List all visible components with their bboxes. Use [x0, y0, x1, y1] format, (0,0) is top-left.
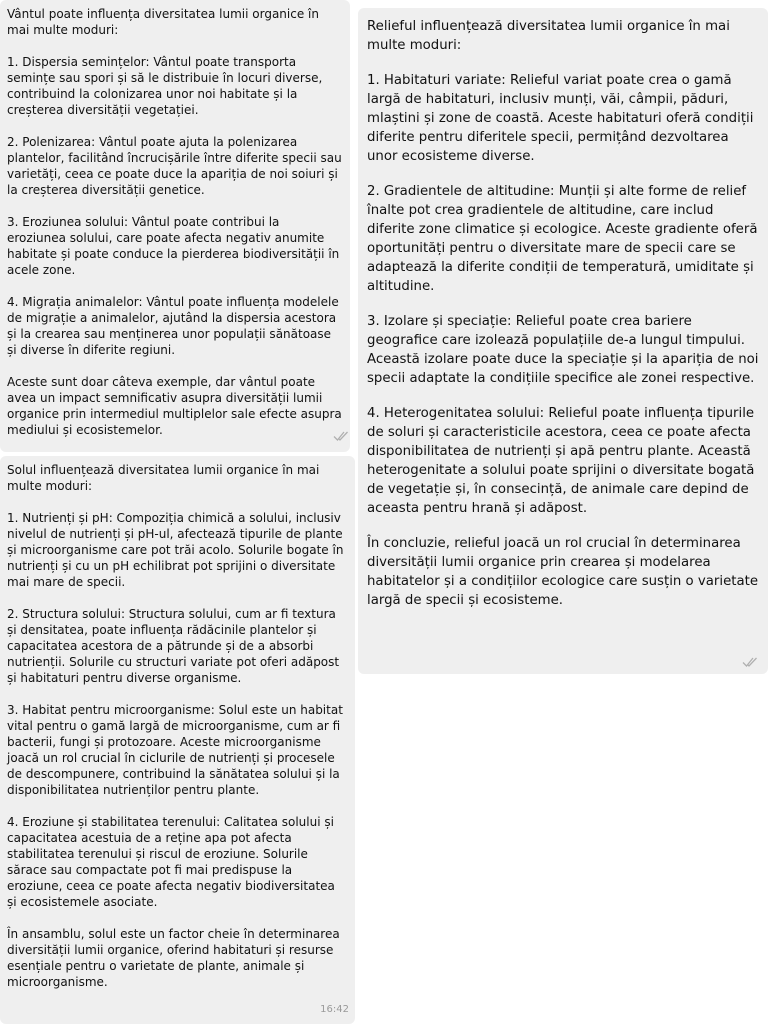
message-bubble-relief[interactable] — [358, 8, 768, 674]
message-paragraph: 4. Heterogenitatea solului: Relieful poate influența tipurile de soluri și caracteristicile acestora, ceea ce poate afecta disponibilitatea de nutrienți și apă pentru plante. Această heterogenitate a solului poate sprijini o diversitate bogată de vegetație și, în consecință, de animale care depind de aceasta pentru hrană și adăpost. — [367, 406, 755, 516]
message-paragraph: În ansamblu, solul este un factor cheie în determinarea diversității lumii organice, oferind habitaturi și resurse esențiale pentru o varietate de plante, animale și microorganisme. — [7, 927, 340, 989]
message-paragraph: Aceste sunt doar câteva exemple, dar vântul poate avea un impact semnificativ asupra diversității lumii organice prin intermediul multiplelor sale efecte asupra mediului și ecosistemelor. — [7, 375, 342, 437]
message-paragraph: Vântul poate influența diversitatea lumii organice în mai multe moduri: — [7, 7, 319, 37]
message-paragraph: Solul influențează diversitatea lumii organice în mai multe moduri: — [7, 463, 320, 493]
message-timestamp: 16:42 — [320, 1004, 349, 1015]
message-paragraph: 3. Izolare și speciație: Relieful poate crea bariere geografice care izolează populațiile de-a lungul timpului. Această izolare poate duce la speciație și la apariția de noi specii adaptate la condițiile specifice ale zonei respective. — [367, 314, 759, 386]
read-check-icon — [333, 430, 349, 442]
message-paragraph: 4. Eroziune și stabilitatea terenului: Calitatea solului și capacitatea acestuia de a reține apa pot afecta stabilitatea terenului și riscul de eroziune. Solurile sărace sau compactate pot fi mai predispuse la eroziune, ceea ce poate afecta negativ biodiversitatea și ecosistemele asociate. — [7, 815, 335, 909]
message-bubble-wind[interactable] — [0, 0, 350, 452]
message-paragraph: Relieful influențează diversitatea lumii organice în mai multe moduri: — [367, 19, 730, 53]
message-bubble-soil[interactable] — [0, 456, 355, 1024]
message-text — [367, 17, 760, 610]
message-text — [7, 462, 347, 990]
message-paragraph: În concluzie, relieful joacă un rol crucial în determinarea diversității lumii organice prin crearea și modelarea habitatelor și a condițiilor ecologice care susțin o varietate largă de specii și ecosisteme. — [367, 536, 759, 608]
message-text — [7, 6, 342, 438]
read-check-icon — [742, 656, 758, 668]
message-paragraph: 2. Structura solului: Structura solului, cum ar fi textura și densitatea, poate influența rădăcinile plantelor și capacitatea acestora de a pătrunde și de a absorbi nutrienții. Solurile cu structuri variate pot oferi adăpost și habitaturi pentru diverse organisme. — [7, 607, 340, 685]
message-paragraph: 3. Habitat pentru microorganisme: Solul este un habitat vital pentru o gamă largă de microorganisme, cum ar fi bacterii, fungi și protozoare. Aceste microorganisme joacă un rol crucial în ciclurile de nutrienți și procesele de descompunere, contribuind la sănătatea solului și la disponibilitatea nutrienților pentru plante. — [7, 703, 343, 797]
message-paragraph: 2. Gradientele de altitudine: Munții și alte forme de relief înalte pot crea gradientele de altitudine, care includ diferite zone climatice și ecologice. Aceste gradiente oferă oportunități pentru o diversitate mare de specii care se adaptează la diferite condiții de temperatură, umiditate și altitudine. — [367, 184, 758, 294]
message-paragraph: 2. Polenizarea: Vântul poate ajuta la polenizarea plantelor, facilitând încrucișările între diferite specii sau varietăți, ceea ce poate duce la apariția de noi soiuri și la creșterea diversității genetice. — [7, 135, 342, 197]
message-paragraph: 1. Habitaturi variate: Relieful variat poate crea o gamă largă de habitaturi, inclusiv munți, văi, câmpii, păduri, mlaștini și zone de coastă. Aceste habitaturi oferă condiții diferite pentru diferitele specii, permițând dezvoltarea unor ecosisteme diverse. — [367, 73, 754, 164]
message-paragraph: 4. Migrația animalelor: Vântul poate influența modelele de migrație a animalelor, ajutând la dispersia acestora și la crearea sau menținerea unor populații sănătoase și diverse în diferite regiuni. — [7, 295, 339, 357]
message-paragraph: 1. Nutrienți și pH: Compoziția chimică a solului, inclusiv nivelul de nutrienți și pH-ul, afectează tipurile de plante și microorganisme care pot trăi acolo. Solurile bogate în nutrienți și cu un pH echilibrat pot sprijini o diversitate mai mare de specii. — [7, 511, 344, 589]
message-paragraph: 1. Dispersia semințelor: Vântul poate transporta semințe sau spori și să le distribuie în locuri diverse, contribuind la colonizarea unor noi habitate și la creșterea diversității vegetației. — [7, 55, 323, 117]
message-paragraph: 3. Eroziunea solului: Vântul poate contribui la eroziunea solului, care poate afecta negativ anumite habitate și poate conduce la pierderea biodiversității în acele zone. — [7, 215, 340, 277]
